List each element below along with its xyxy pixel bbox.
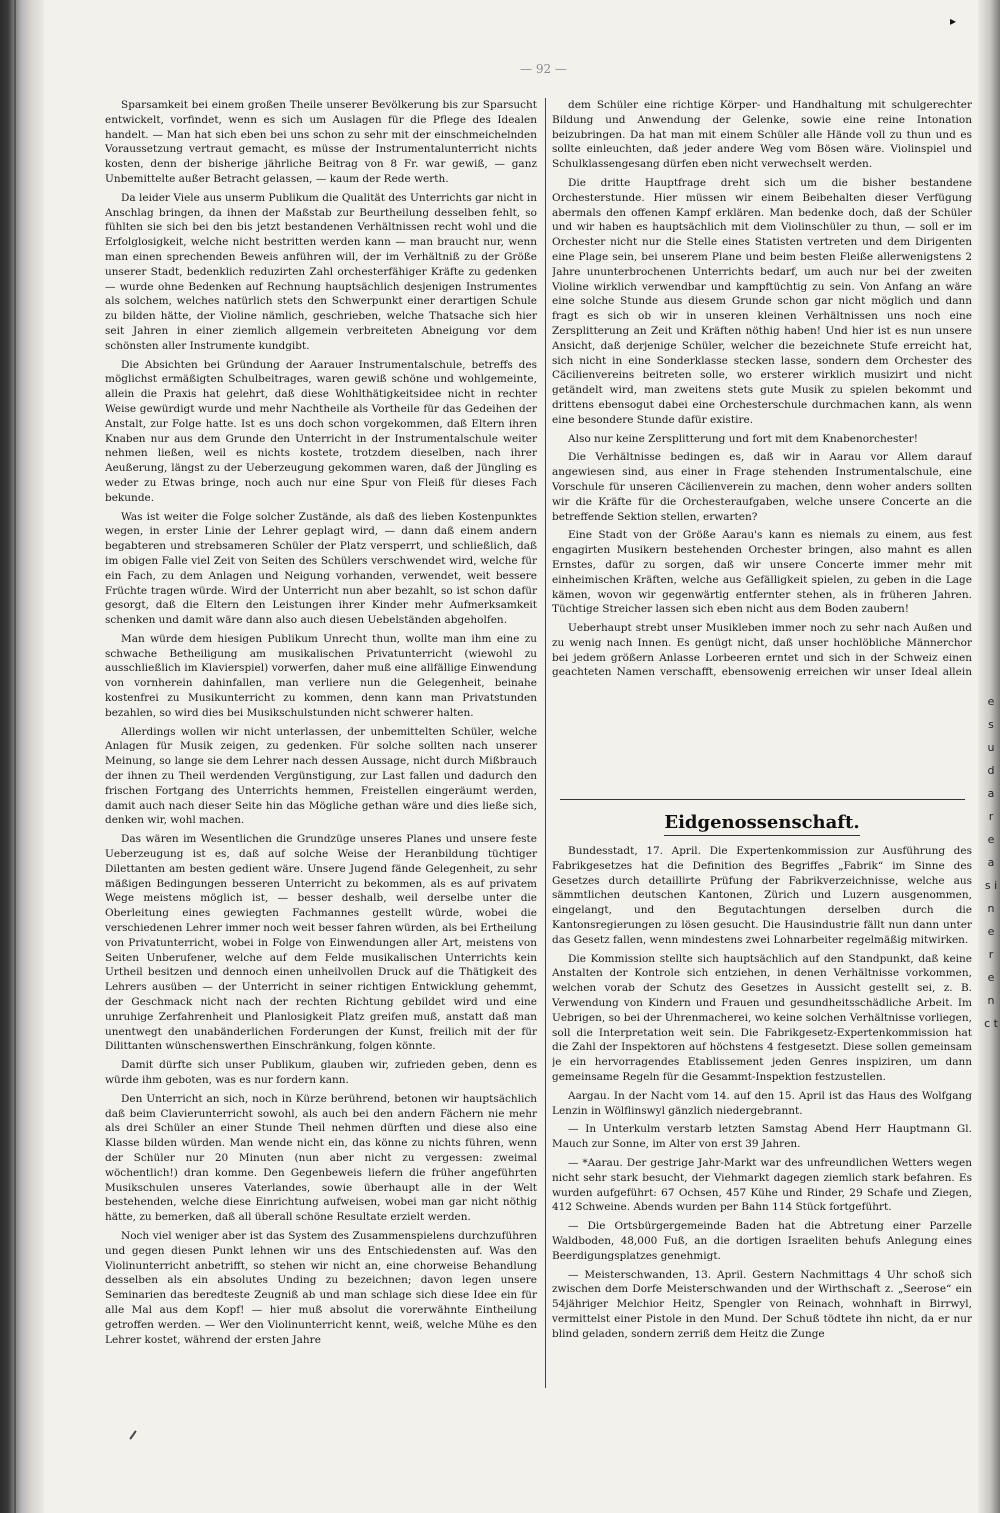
left-paragraph: Das wären im Wesentlichen die Grundzüge unseres Planes und unsere feste Ueberzeugung ist es, daß auf solche Weise der Heranbildung tüchtiger Dilettanten am besten gedient wäre. Unsere Jugend fände Gelegenheit, zu sehr mäßigen Bedingungen besseren Unterricht zu bekommen, als es auf privatem Wege meistens möglich ist, — besser deshalb, weil derselbe unter die Oberleitung eines gewiegten Fachmannes gestellt würde, wobei die verschiedenen Lehrer immer noch weit besser fahren würden, als bei Ertheilung von Privatunterricht, wobei in Folge von Einwendungen aller Art, meistens von Seiten Unberufener, welche auf dem Felde musikalischen Unterrichts kein Urtheil besitzen und dennoch einen unheilvollen Druck auf die Thätigkeit des Lehrers ausüben — der Unterricht in seiner richtigen Entwicklung gehemmt, der Geschmack nicht nach der rechten Richtung gebildet wird und eine unruhige Zerfahrenheit und Planlosigkeit Platz greifen muß, anstatt daß man unentwegt den unabänderlichen Forderungen der Kunst, freilich mit der für Dilittanten wünschenswerthen Einschränkung, folgen könnte. [105,833,537,1053]
right-paragraph: dem Schüler eine richtige Körper- und Handhaltung mit schulgerechter Bildung und Anwendung der Gelenke, sowie eine reine Intonation beizubringen. Da hat man mit einem Schüler alle Hände voll zu thun und es sollte einleuchten, daß jeder andere Weg vom Bösen wäre. Violinspiel und Schulklassengesang dürfen eben nicht verwechselt werden. [552,99,972,171]
left-paragraph: Den Unterricht an sich, noch in Kürze berührend, betonen wir hauptsächlich daß beim Clavierunterricht sowohl, als auch bei den andern Fächern nie mehr als drei Schüler an einer Stunde Theil nehmen dürften und diese also eine Klasse bilden würden. Man wende nicht ein, das könne zu nichts führen, wenn der Schüler nur 20 Minuten (nun aber nicht zu vergessen: zweimal wöchentlich!) dran komme. Den Gegenbeweis liefern die früher angeführten Musikschulen unseres Vaterlandes, sowie überhaupt alle in der Welt bestehenden, welche diese Einrichtung aufweisen, wobei man gar nicht nöthig hätte, zu bemerken, daß all überall schöne Resultate erzielt werden. [105,1092,537,1224]
left-paragraph: Man würde dem hiesigen Publikum Unrecht thun, wollte man ihm eine zu schwache Betheiligung am musikalischen Privatunterricht (wiewohl zu ausschließlich im Klavierspiel) vorwerfen, daher muß eine allfällige Einwendung von vornherein dahinfallen, man verliere nun die Gelegenheit, beinahe kostenfrei zu Musikunterricht zu kommen, denn kann man Privatstunden bezahlen, so wird dies bei Musikschulstunden nicht schwerer halten. [105,632,537,719]
book-binding-shadow [0,0,44,1513]
news-column [552,844,972,1384]
news-item: — Meisterschwanden, 13. April. Gestern Nachmittags 4 Uhr schoß sich zwischen dem Dorfe Meisterschwanden und der Wirthschaft z. „Seerose“ ein 54jähriger Melchior Heitz, Spengler von Reinach, wohnhaft in Birrwyl, vermittelst einer Pistole in den Mund. Der Schuß tödtete ihn nicht, da er nur blind geladen, sondern zerriß dem Heitz die Zunge [552,1268,972,1340]
news-item: — *Aarau. Der gestrige Jahr-Markt war des unfreundlichen Wetters wegen nicht sehr stark besucht, der Viehmarkt dagegen ziemlich stark befahren. Es wurden aufgeführt: 67 Ochsen, 457 Kühe und Rinder, 29 Schafe und Ziegen, 412 Schweine. Abends wurden per Bahn 114 Stück fortgeführt. [552,1156,972,1214]
news-item: — Die Ortsbürgergemeinde Baden hat die Abtretung einer Parzelle Waldboden, 48,000 Fuß, an die dortigen Israeliten behufs Anlegung eines Beerdigungsplatzes genehmigt. [552,1220,972,1262]
news-item: Die Kommission stellte sich hauptsächlich auf den Standpunkt, daß keine Anstalten der Kontrole sich entziehen, in denen Verhältnisse vorkommen, welchen vorab der Schutz des Gesetzes in Aussicht gestellt sei, z. B. Verwendung von Kindern und Frauen und gesundheitsschädliche Arbeit. Im Uebrigen, so bei der Uhrenmacherei, wo keine solchen Verhältnisse vorliegen, soll die Interpretation weit sein. Die Fabrikgesetz-Expertenkommission hat die Zahl der Inspektoren auf höchstens 4 festgesetzt. Diese sollen gemeinsam je ein hervorragendes Etablissement jeden Genres inspiziren, um dann gemeinsame Regeln für die Gesammt-Inspektion festzustellen. [552,952,972,1083]
left-paragraph: Da leider Viele aus unserm Publikum die Qualität des Unterrichts gar nicht in Anschlag bringen, da ihnen der Maßstab zur Beurtheilung desselben fehlt, so fühlten sie sich bei den bis jetzt bestandenen Verhältnissen recht wohl und die Erfolglosigkeit, welche nicht bestritten werden kann — man braucht nur, wenn man einen sprechenden Beweis anführen will, der im Verhältniß zu der Größe unserer Stadt, bedenklich reduzirten Zahl orchesterfähiger Kräfte zu gedenken — wurde ohne Bedenken auf Rechnung hauptsächlich desjenigen Instrumentes als solchem, welches natürlich stets den Schwerpunkt einer derartigen Schule zu bilden hätte, der Violine nämlich, geschrieben, welche Thatsache sich hier seit Jahren in einer ziemlich allgemein verbreiteten Abneigung vor dem schönsten aller Instrumente kundgibt. [105,191,537,352]
news-item: Aargau. In der Nacht vom 14. auf den 15. April ist das Haus des Wolfgang Lenzin in Wölflinswyl gänzlich niedergebrannt. [552,1089,972,1117]
right-paragraph: Eine Stadt von der Größe Aarau's kann es niemals zu einem, aus fest engagirten Musikern bestehenden Orchester bringen, also mahnt es allen Ernstes, dafür zu sorgen, daß wir unsere Concerte immer mehr mit einheimischen Kräften, welche aus Gefälligkeit spielen, zu geben in die Lage kämen, wovon wir gegenwärtig entfernter stehen, als in früheren Jahren. Tüchtige Streicher lassen sich eben nicht aus dem Boden zaubern! [552,529,972,616]
news-item: Bundesstadt, 17. April. Die Expertenkommission zur Ausführung des Fabrikgesetzes hat die Definition des Begriffes „Fabrik“ im Sinne des Gesetzes durch detaillirte Prüfung der Fabrikverzeichnisse, welche aus sämmtlichen deutschen Kantonen, Zürich und Luzern ausgenommen, eingelangt, und den Begutachtungen derselben durch die Kantonsregierungen zu lösen gesucht. Die Hausindustrie fällt nun dann unter das Gesetz fallen, wenn mindestens zwei Lohnarbeiter regelmäßig mitwirken. [552,845,972,946]
binding-edge-line [14,0,16,1513]
section-title [552,812,972,833]
section-rule [560,799,965,800]
left-column [105,98,537,1370]
pen-mark [129,1430,136,1439]
right-paragraph: Also nur keine Zersplitterung und fort mit dem Knabenorchester! [568,432,919,445]
corner-arrow-icon: ▸ [949,14,956,28]
right-paragraph: Die dritte Hauptfrage dreht sich um die bisher bestandene Orchesterstunde. Hier müssen wir einem Beibehalten dieser Verfügung abermals den offenen Kampf erklären. Man bedenke doch, daß der Schüler und wir haben es hauptsächlich mit dem Violinschüler zu thun, — soll er im Orchester nicht nur die Stelle eines Statisten vertreten und dem Dirigenten eine Plage sein, bei unserem Plane und beim besten Fleiße allerwenigstens 2 Jahre ununterbrochenen Unterrichts bedarf, um auch nur bei der zweiten Violine wirklich verwendbar und kampftüchtig zu sein. Von Anfang an wäre eine solche Stunde aus diesem Grunde schon gar nicht möglich und dann fragt es sich ob wir in unseren kleinen Verhältnissen uns noch eine Zersplitterung an Zeit und Kräften nöthig haben! Und hier ist es nun unsere Ansicht, daß derjenige Schüler, welcher die bezeichnete Stufe erreicht hat, sich nicht in eine Sonderklasse stecken lasse, sondern dem Orchester des Cäcilienvereins beitreten solle, wo ersterer wirklich musizirt und nicht getändelt wird, man zweitens stets gute Musik zu spielen bekommt und drittens ebensogut dabei eine Orchesterschule durchmachen kann, als wenn eine besondere Stunde dafür existire. [552,176,972,426]
right-paragraph: Die Verhältnisse bedingen es, daß wir in Aarau vor Allem darauf angewiesen sind, aus einer in Frage stehenden Instrumentalschule, eine Vorschule für unseren Cäcilienverein zu machen, denn woher anders sollten wir die Kräfte für die Orchesteraufgaben, welche unsere Concerte an die betreffende Sektion stellen, erwarten? [552,451,972,523]
left-paragraph: Die Absichten bei Gründung der Aarauer Instrumentalschule, betreffs des möglichst ermäßigten Schulbeitrages, waren gewiß schöne und wohlgemeinte, allein die Praxis hat gelehrt, daß diese Wohlthätigkeitsidee nicht in rechter Weise gewürdigt wurde und mehr Nachtheile als Vortheile für das Gedeihen der Anstalt, zur Folge hatte. Ist es uns doch schon vorgekommen, daß Eltern ihren Knaben nur aus dem Grunde den Unterricht in der Instrumentalschule weiter nehmen ließen, weil es nichts kostete, trotzdem dieselben, nach ihrer Aeußerung, längst zu der Ueberzeugung gekommen waren, daß der Jüngling es weder zu Etwas bringe, noch auch nur eine Spur von Fleiß für dieses Fach bekunde. [105,358,537,504]
left-paragraph: Allerdings wollen wir nicht unterlassen, der unbemittelten Schüler, welche Anlagen für Musik zeigen, zu gedenken. Für solche sollten nach unserer Meinung, so lange sie dem Lehrer nach dessen Aussage, nicht durch Mißbrauch der ihnen zu Theil werdenden Vergünstigung, zur Last fallen und dadurch den frischen Fortgang des Unterrichts hemmen, Freistellen eingeräumt werden, damit auch nach dieser Seite hin das Mögliche gethan wäre und dies ließe sich, denken wir, wohl machen. [105,725,537,827]
column-divider [545,98,546,1388]
section-title-text: Eidgenossenschaft. [664,812,859,836]
left-paragraph: Sparsamkeit bei einem großen Theile unserer Bevölkerung bis zur Sparsucht entwickelt, vorfindet, wenn es sich um Auslagen für die Pflege des Idealen handelt. — Man hat sich eben bei uns schon zu sehr mit der einschmeichelnden Voraussetzung vertraut gemacht, es müsse der Instrumentalunterricht nichts kosten, denn der bisherige jährliche Beitrag von 8 Fr. war gewiß, — ganz Unbemittelte außer Betracht gelassen, — kaum der Rede werth. [105,99,537,185]
left-paragraph: Noch viel weniger aber ist das System des Zusammenspielens durchzuführen und gegen diesen Punkt lehnen wir uns des Entschiedensten auf. Was den Violinunterricht anbetrifft, so stehen wir nicht an, eine chorweise Behandlung desselben als ein absolutes Unding zu bezeichnen; davon legen unsere Seminarien das beredteste Zeugniß ab und man schlage sich diese Idee ein für alle Mal aus dem Kopf! — hier muß absolut die vorerwähnte Eintheilung getroffen werden. — Wer den Violinunterricht kennt, weiß, welche Mühe es den Lehrer kostet, während der ersten Jahre [105,1229,537,1346]
right-column [552,98,972,678]
left-paragraph: Damit dürfte sich unser Publikum, glauben wir, zufrieden geben, denn es würde ihm geboten, was es nur fordern kann. [105,1059,537,1086]
page-header-fragment: — 92 — [520,62,567,76]
adjacent-page-fragments: e s u d a r e a s i n e r e n c t [984,695,998,1030]
left-paragraph: Was ist weiter die Folge solcher Zustände, als daß des lieben Kostenpunktes wegen, in erster Linie der Lehrer geplagt wird, — dann daß einem andern begabteren und strebsameren Schüler der Platz versperrt, und schließlich, daß im obigen Falle viel Zeit von Seiten des Schülers verschwendet wird, welche für ein Fach, zu dem Anlagen und Neigung vorhanden, verwendet, weit bessere Früchte tragen würde. Wird der Unterricht nun aber bezahlt, so ist schon dafür gesorgt, daß die Eltern den Leistungen ihrer Kinder mehr Aufmerksamkeit schenken und damit wäre dann also auch diesen Uebelständen abgeholfen. [105,510,537,627]
right-paragraph: Ueberhaupt strebt unser Musikleben immer noch zu sehr nach Außen und zu wenig nach Innen. Es genügt nicht, daß unser hochlöbliche Männerchor bei jedem größern Anlasse Lorbeeren erntet und sich in der Schweiz einen geachteten Namen verschafft, ebensowenig erreichen wir unser Ideal allein [552,622,972,678]
news-item: — In Unterkulm verstarb letzten Samstag Abend Herr Hauptmann Gl. Mauch zur Sonne, im Alter von erst 39 Jahren. [552,1123,972,1151]
